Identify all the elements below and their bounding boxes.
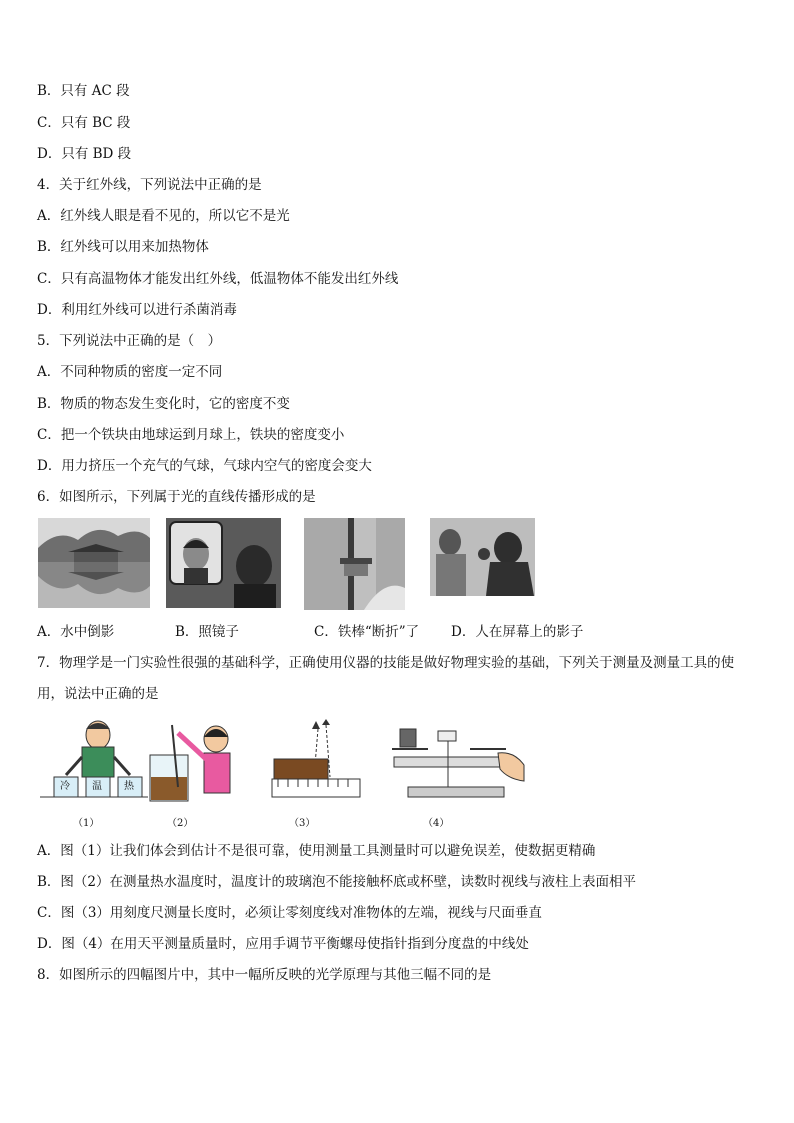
q5-option-a: A．不同种物质的密度一定不同: [37, 364, 223, 380]
q7-stem-line2: 用，说法中正确的是: [37, 686, 159, 702]
q4-option-a: A．红外线人眼是看不见的，所以它不是光: [37, 208, 290, 224]
q7-figure-label-4: （4）: [423, 818, 450, 829]
q5-option-b: B．物质的物态发生变化时，它的密度不变: [37, 396, 290, 412]
bent-rod-image: [304, 518, 405, 610]
q7-figure-4: [388, 717, 528, 805]
q8-stem: 8．如图所示的四幅图片中，其中一幅所反映的光学原理与其他三幅不同的是: [37, 967, 492, 983]
q4-option-b: B．红外线可以用来加热物体: [37, 239, 209, 255]
q6-photo-bent-rod: [304, 518, 405, 610]
q5-stem: 5．下列说法中正确的是（ ）: [37, 333, 222, 349]
q3-option-b: B．只有 AC 段: [37, 83, 130, 99]
q3-option-d: D．只有 BD 段: [37, 146, 132, 162]
q7-figure-2: [148, 717, 240, 805]
q6-option-c: C．铁棒“断折”了: [314, 624, 420, 640]
q7-figure-label-2: （2）: [167, 818, 194, 829]
q4-option-d: D．利用红外线可以进行杀菌消毒: [37, 302, 237, 318]
q7-figure-3: [270, 717, 362, 805]
q7-option-b: B．图（2）在测量热水温度时，温度计的玻璃泡不能接触杯底或杯壁，读数时视线与液柱上表面相平: [37, 874, 637, 890]
q7-option-c: C．图（3）用刻度尺测量长度时，必须让零刻度线对准物体的左端，视线与尺面垂直: [37, 905, 542, 921]
q6-option-a: A．水中倒影: [37, 624, 115, 640]
q6-photo-shadow: [430, 518, 535, 596]
basin-label-warm: 温: [92, 781, 102, 792]
q6-option-b: B．照镜子: [175, 624, 239, 640]
q3-option-c: C．只有 BC 段: [37, 115, 131, 131]
q6-option-d: D．人在屏幕上的影子: [451, 624, 584, 640]
q7-figure-1: [40, 717, 158, 805]
q6-photo-reflection: [38, 518, 150, 608]
q7-option-a: A．图（1）让我们体会到估计不是很可靠，使用测量工具测量时可以避免误差，使数据更精确: [37, 843, 596, 859]
q7-option-d: D．图（4）在用天平测量质量时，应用手调节平衡螺母使指针指到分度盘的中线处: [37, 936, 529, 952]
shadow-on-screen-image: [430, 518, 535, 596]
q4-option-c: C．只有高温物体才能发出红外线，低温物体不能发出红外线: [37, 271, 399, 287]
q6-photo-mirror: [166, 518, 281, 608]
ruler-measuring-block-image: [270, 717, 362, 805]
balance-scale-image: [388, 717, 528, 805]
basin-label-hot: 热: [124, 781, 134, 792]
q7-figure-label-3: （3）: [289, 818, 316, 829]
q7-figure-label-1: （1）: [73, 818, 100, 829]
basin-label-cold: 冷: [60, 781, 70, 792]
q7-stem-line1: 7．物理学是一门实验性很强的基础科学，正确使用仪器的技能是做好物理实验的基础，下列关于测量及测量工具的使: [37, 655, 735, 671]
q5-option-c: C．把一个铁块由地球运到月球上，铁块的密度变小: [37, 427, 345, 443]
q5-option-d: D．用力挤压一个充气的气球，气球内空气的密度会变大: [37, 458, 372, 474]
q4-stem: 4．关于红外线，下列说法中正确的是: [37, 177, 262, 193]
mirror-boy-image: [166, 518, 281, 608]
thermometer-in-beaker-image: [148, 717, 240, 805]
q6-stem: 6．如图所示，下列属于光的直线传播形成的是: [37, 489, 316, 505]
pavilion-reflection-image: [38, 518, 150, 608]
